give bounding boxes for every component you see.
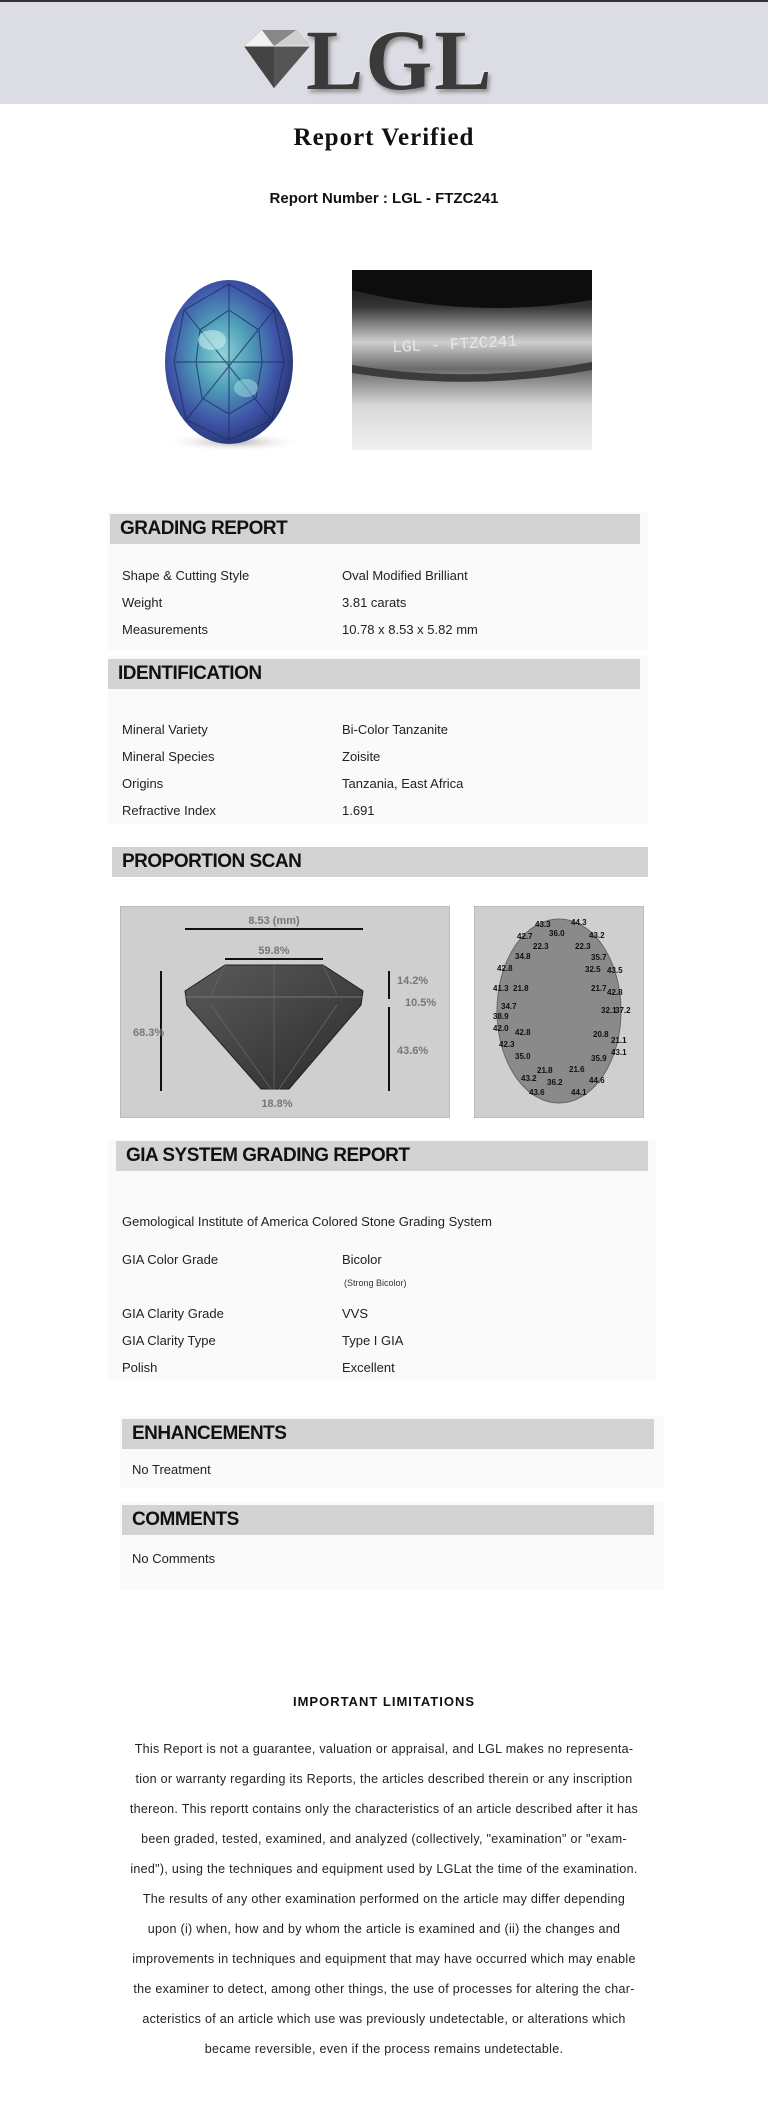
facet-value: 36.2: [547, 1078, 563, 1087]
facet-value: 42.3: [499, 1040, 515, 1049]
limitations-line: the examiner to detect, among other things, the use of processes for altering the char-: [133, 1982, 635, 1996]
limitations-line: The results of any other examination performed on the article may differ depending: [142, 1892, 626, 1906]
label-depth: 68.3%: [133, 1027, 165, 1039]
facet-value: 20.8: [593, 1030, 609, 1039]
facet-value: 22.3: [533, 942, 549, 951]
facet-value: 41.3: [493, 984, 509, 993]
label-mineral-variety: Mineral Variety: [122, 722, 208, 737]
facet-value: 42.8: [607, 988, 623, 997]
facet-value: 21.1: [611, 1036, 627, 1045]
label-refractive-index: Refractive Index: [122, 803, 216, 818]
facet-value: 32.1: [601, 1006, 617, 1015]
value-shape: Oval Modified Brilliant: [342, 568, 468, 583]
comments-heading: COMMENTS: [122, 1505, 654, 1535]
facet-value: 43.1: [611, 1048, 627, 1057]
label-crown: 14.2%: [397, 975, 429, 987]
enhancements-heading: ENHANCEMENTS: [122, 1419, 654, 1449]
profile-diagram: [120, 906, 450, 1118]
label-shape: Shape & Cutting Style: [122, 568, 250, 583]
facet-value: 43.5: [607, 966, 623, 975]
lgl-logo[interactable]: [234, 12, 494, 108]
label-weight: Weight: [122, 595, 163, 610]
inscription-text: LGL - FTZC241: [391, 332, 518, 358]
facet-value: 38.9: [493, 1012, 509, 1021]
limitations-heading: IMPORTANT LIMITATIONS: [292, 1694, 476, 1709]
facet-value: 32.5: [585, 965, 601, 974]
top-view-diagram: [474, 906, 644, 1118]
facet-value: 21.8: [513, 984, 529, 993]
facet-value: 34.7: [501, 1002, 517, 1011]
limitations-line: improvements in techniques and equipment that may have occurred which may enable: [132, 1952, 636, 1966]
limitations-text: [110, 1734, 658, 2064]
facet-value: 42.0: [493, 1024, 509, 1033]
facet-value: 21.6: [569, 1065, 585, 1074]
logo-text: LGL: [306, 12, 494, 108]
facet-value: 42.8: [497, 964, 513, 973]
label-mineral-species: Mineral Species: [122, 749, 215, 764]
label-table: 59.8%: [258, 945, 290, 957]
facet-value: 35.7: [591, 953, 607, 962]
limitations-line: ined"), using the techniques and equipment used by LGLat the time of the examination.: [130, 1862, 638, 1876]
value-gia-color: Bicolor: [342, 1252, 382, 1267]
limitations-line: acteristics of an article which use was previously undetectable, or alterations which: [142, 2012, 626, 2026]
gia-report-heading: GIA SYSTEM GRADING REPORT: [116, 1141, 648, 1171]
value-weight: 3.81 carats: [342, 595, 407, 610]
facet-value: 36.0: [549, 929, 565, 938]
gia-intro: Gemological Institute of America Colored Stone Grading System: [122, 1214, 492, 1229]
limitations-line: became reversible, even if the process remains undetectable.: [204, 2042, 564, 2056]
header-banner: [0, 2, 768, 108]
value-measurements: 10.78 x 8.53 x 5.82 mm: [342, 622, 478, 637]
label-origins: Origins: [122, 776, 164, 791]
facet-value: 34.8: [515, 952, 531, 961]
value-mineral-variety: Bi-Color Tanzanite: [342, 722, 448, 737]
limitations-line: been graded, tested, examined, and analyzed (collectively, "examination" or "exam-: [141, 1832, 627, 1846]
value-gia-clarity-grade: VVS: [342, 1306, 369, 1321]
facet-value: 21.7: [591, 984, 607, 993]
diamond-icon: [234, 24, 314, 94]
facet-value: 42.8: [515, 1028, 531, 1037]
page-title: Report Verified: [293, 124, 475, 151]
label-pavilion: 43.6%: [397, 1045, 429, 1057]
label-gia-clarity-type: GIA Clarity Type: [122, 1333, 216, 1348]
label-girdle: 10.5%: [405, 997, 437, 1009]
value-polish: Excellent: [342, 1360, 395, 1375]
label-culet: 18.8%: [261, 1098, 293, 1110]
facet-value: 44.1: [571, 1088, 587, 1097]
value-origins: Tanzania, East Africa: [342, 776, 464, 791]
facet-value: 43.3: [535, 920, 551, 929]
comments-text: No Comments: [132, 1551, 216, 1566]
facet-value: 44.3: [571, 918, 587, 927]
grading-report-heading: GRADING REPORT: [110, 514, 640, 544]
facet-value: 35.9: [591, 1054, 607, 1063]
facet-value: 35.0: [515, 1052, 531, 1061]
limitations-line: tion or warranty regarding its Reports, the articles described therein or any inscription: [135, 1772, 633, 1786]
gemstone-photo: [134, 270, 324, 458]
label-gia-clarity-grade: GIA Clarity Grade: [122, 1306, 224, 1321]
facet-value: 37.2: [615, 1006, 631, 1015]
color-note: (Strong Bicolor): [344, 1278, 407, 1288]
enhancements-text: No Treatment: [132, 1462, 211, 1477]
value-refractive-index: 1.691: [342, 803, 375, 818]
report-number: Report Number : LGL - FTZC241: [269, 190, 499, 207]
label-measurements: Measurements: [122, 622, 208, 637]
label-gia-color: GIA Color Grade: [122, 1252, 219, 1267]
facet-value: 21.8: [537, 1066, 553, 1075]
facet-value: 43.2: [589, 931, 605, 940]
facet-value: 44.6: [589, 1076, 605, 1085]
limitations-line: thereon. This reportt contains only the characteristics of an article described after it has: [129, 1802, 639, 1816]
proportion-scan-heading: PROPORTION SCAN: [112, 847, 648, 877]
facet-value: 43.6: [529, 1088, 545, 1097]
value-mineral-species: Zoisite: [342, 749, 381, 764]
identification-heading: IDENTIFICATION: [108, 659, 640, 689]
inscription-photo: [352, 270, 592, 450]
facet-value: 42.7: [517, 932, 533, 941]
value-gia-clarity-type: Type I GIA: [342, 1333, 404, 1348]
label-polish: Polish: [122, 1360, 158, 1375]
label-width: 8.53 (mm): [248, 915, 300, 927]
limitations-line: This Report is not a guarantee, valuation or appraisal, and LGL makes no representa-: [134, 1742, 634, 1756]
facet-value: 22.3: [575, 942, 591, 951]
limitations-line: upon (i) when, how and by whom the article is examined and (ii) the changes and: [147, 1922, 621, 1936]
facet-value: 43.2: [521, 1074, 537, 1083]
